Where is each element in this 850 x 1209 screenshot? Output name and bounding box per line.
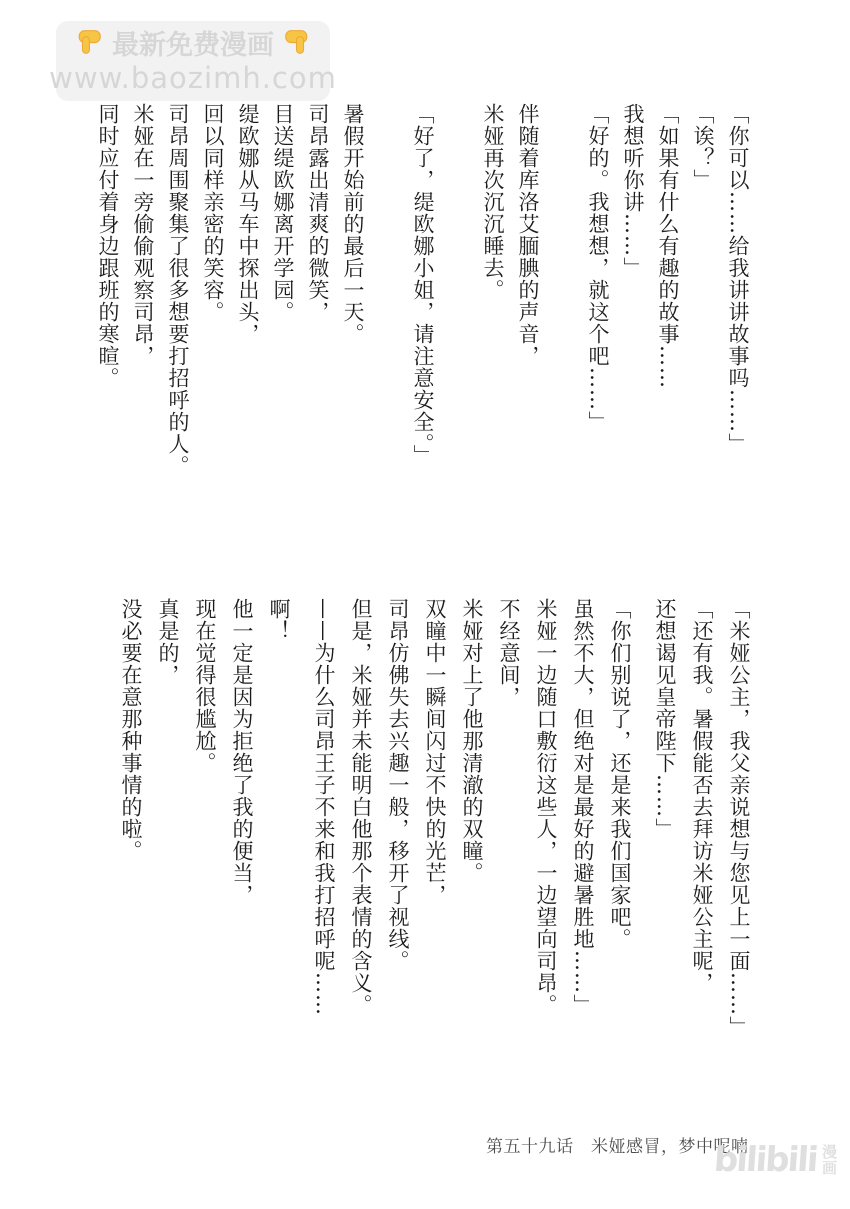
text-line: 「你可以……给我讲讲故事吗……」 <box>726 103 750 455</box>
bottom-text-block <box>112 598 757 1053</box>
text-line: 缇欧娜从马车中探出头， <box>236 103 260 345</box>
bilibili-manga-logo <box>712 1140 837 1180</box>
text-line: 司昂露出清爽的微笑， <box>306 103 330 323</box>
top-text-block <box>90 103 755 488</box>
text-line: 啊！ <box>267 598 291 642</box>
text-line: 暑假开始前的最后一天。 <box>341 103 365 345</box>
text-line: 「好了，缇欧娜小姐，请注意安全。」 <box>411 103 435 467</box>
text-line: 米娅对上了他那清澈的双瞳。 <box>460 598 484 884</box>
manhua-char-top: 漫 <box>821 1143 837 1161</box>
text-line: 米娅一边随口敷衍这些人，一边望向司昂。 <box>534 598 558 1016</box>
pointing-down-hand-icon <box>282 28 310 63</box>
chapter-title: 第五十九话 米娅感冒，梦中呢喃 <box>486 1137 749 1157</box>
text-line: 「诶？」 <box>691 103 715 191</box>
text-line: 司昂周围聚集了很多想要打招呼的人。 <box>166 103 190 477</box>
text-line: ——为什么司昂王子不来和我打招呼呢…… <box>312 598 336 1016</box>
manhua-label <box>822 1144 837 1176</box>
manhua-char-bottom: 画 <box>821 1159 837 1177</box>
text-line: 不经意间， <box>497 598 521 708</box>
text-line: 目送缇欧娜离开学园。 <box>271 103 295 323</box>
text-line: 「米娅公主，我父亲说想与您见上一面……」 <box>727 598 751 1038</box>
watermark-title: 最新免费漫画 <box>112 29 274 61</box>
text-line: 虽然不大，但绝对是最好的避暑胜地……」 <box>571 598 595 1016</box>
text-line: 双瞳中一瞬间闪过不快的光芒， <box>423 598 447 906</box>
bilibili-wordmark: bilibili <box>712 1140 819 1180</box>
text-line: 他一定是因为拒绝了我的便当， <box>230 598 254 906</box>
text-line: 真是的， <box>156 598 180 686</box>
text-line: 司昂仿佛失去兴趣一般，移开了视线。 <box>386 598 410 972</box>
text-line: 「你们别说了，还是来我们国家吧。 <box>608 598 632 950</box>
text-line: 伴随着库洛艾腼腆的声音， <box>516 103 540 367</box>
text-line: 但是，米娅并未能明白他那个表情的含义。 <box>349 598 373 1016</box>
text-line: 米娅再次沉沉睡去。 <box>481 103 505 301</box>
text-line: 同时应付着身边跟班的寒暄。 <box>96 103 120 389</box>
text-line: 我想听你讲……」 <box>621 103 645 279</box>
text-line: 「还有我。暑假能否去拜访米娅公主呢， <box>690 598 714 994</box>
text-line: 现在觉得很尴尬。 <box>193 598 217 774</box>
watermark-url: www.baozimh.com <box>49 61 337 96</box>
text-line: 还想谒见皇帝陛下……」 <box>653 598 677 840</box>
text-line: 回以同样亲密的笑容。 <box>201 103 225 323</box>
baozimh-watermark <box>49 21 337 101</box>
text-line: 米娅在一旁偷偷观察司昂， <box>131 103 155 367</box>
text-line: 「好的。我想想，就这个吧……」 <box>586 103 610 433</box>
text-line: 没必要在意那种事情的啦。 <box>119 598 143 862</box>
pointing-down-hand-icon <box>76 28 104 63</box>
text-line: 「如果有什么有趣的故事…… <box>656 103 680 389</box>
watermark-title-row <box>76 28 310 63</box>
